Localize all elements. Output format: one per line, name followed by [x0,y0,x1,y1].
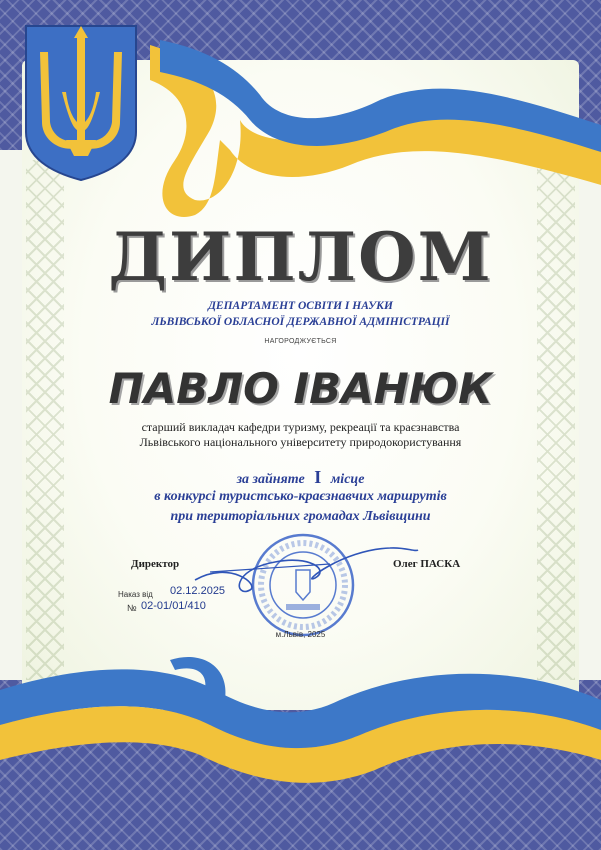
signatory-title: Директор [131,558,180,570]
trident-coat-of-arms-icon [22,22,140,182]
award-place-line [0,467,601,488]
issuer-line-2: ЛЬВІВСЬКОЇ ОБЛАСНОЇ ДЕРЖАВНОЇ АДМІНІСТРАЦІЇ [151,316,450,328]
order-date: 02.12.2025 [170,585,226,597]
award-line-2: в конкурсі туристсько-краєзнавчих маршрутів [154,489,447,504]
recipient-name: ПАВЛО ІВАНЮК [108,364,493,413]
order-label: Наказ від [118,590,153,599]
order-number-label: № [127,603,137,613]
awarded-label: НАГОРОДЖУЄТЬСЯ [264,338,337,345]
place-and-year: м.Львів, 2025 [275,630,326,639]
diploma-title: ДИПЛОМ [108,218,493,296]
signatory-name: Олег ПАСКА [393,558,461,570]
award-line-3: при територіальних громадах Львівщини [170,509,431,524]
award-place: I [314,467,322,487]
award-prefix: за зайняте [236,472,305,487]
recipient-position-line-2: Львівського національного університету природокористування [139,435,462,449]
order-number: 02-01/01/410 [141,600,206,612]
issuer-line-1: ДЕПАРТАМЕНТ ОСВІТИ І НАУКИ [208,300,393,312]
award-suffix: місце [330,472,365,487]
recipient-position-line-1: старший викладач кафедри туризму, рекреації та краєзнавства [141,420,460,434]
